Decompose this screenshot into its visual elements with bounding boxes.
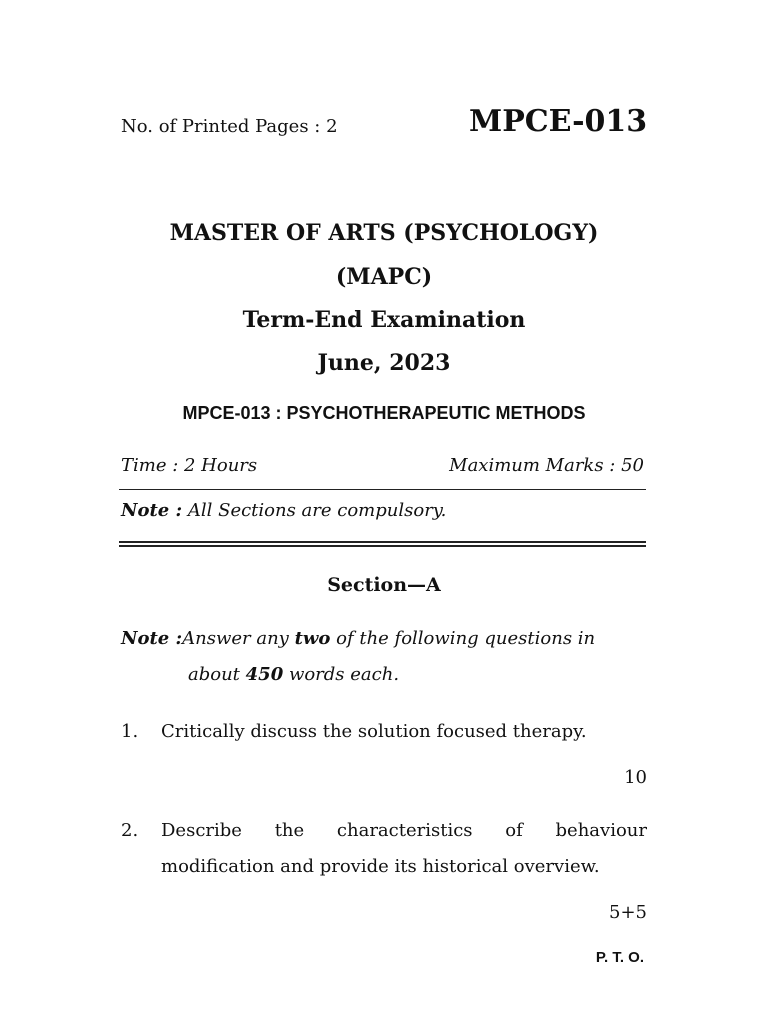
paper-code: MPCE-013 (469, 104, 648, 139)
page-turn-over: P. T. O. (595, 949, 644, 966)
double-rule-bottom (119, 545, 646, 547)
question-text: Describe the characteristics of behaviour modification and provide its historical overview. (161, 820, 647, 877)
question-number: 1. (121, 721, 139, 742)
general-note (121, 500, 446, 521)
section-note-text: Answer any (182, 628, 295, 649)
maximum-marks: Maximum Marks : 50 (449, 455, 644, 476)
section-note-text: about (188, 664, 246, 685)
exam-title: Term-End Examination (242, 307, 526, 333)
note-label: Note : (121, 500, 183, 521)
question-marks: 10 (624, 767, 647, 788)
programme-abbr: (MAPC) (335, 264, 433, 290)
question-marks: 5+5 (609, 902, 647, 923)
question-1 (121, 714, 647, 750)
section-note-text: of the following questions in (330, 628, 596, 649)
time-allowed: Time : 2 Hours (121, 455, 258, 476)
section-note-text: words each. (283, 664, 400, 685)
subject-title: MPCE-013 : PSYCHOTHERAPEUTIC METHODS (182, 403, 586, 423)
question-2 (121, 813, 647, 885)
exam-session: June, 2023 (317, 350, 451, 376)
programme-title: MASTER OF ARTS (PSYCHOLOGY) (169, 220, 599, 246)
divider (119, 489, 646, 490)
section-note-label: Note : (121, 628, 183, 649)
section-note-emphasis: two (294, 628, 331, 649)
section-note (121, 621, 647, 693)
section-title: Section—A (327, 574, 441, 596)
double-rule-top (119, 541, 646, 543)
section-note-emphasis: 450 (245, 664, 284, 685)
question-number: 2. (121, 820, 139, 841)
note-text: All Sections are compulsory. (187, 500, 447, 521)
question-text: Critically discuss the solution focused therapy. (161, 721, 587, 742)
printed-pages: No. of Printed Pages : 2 (121, 116, 338, 137)
